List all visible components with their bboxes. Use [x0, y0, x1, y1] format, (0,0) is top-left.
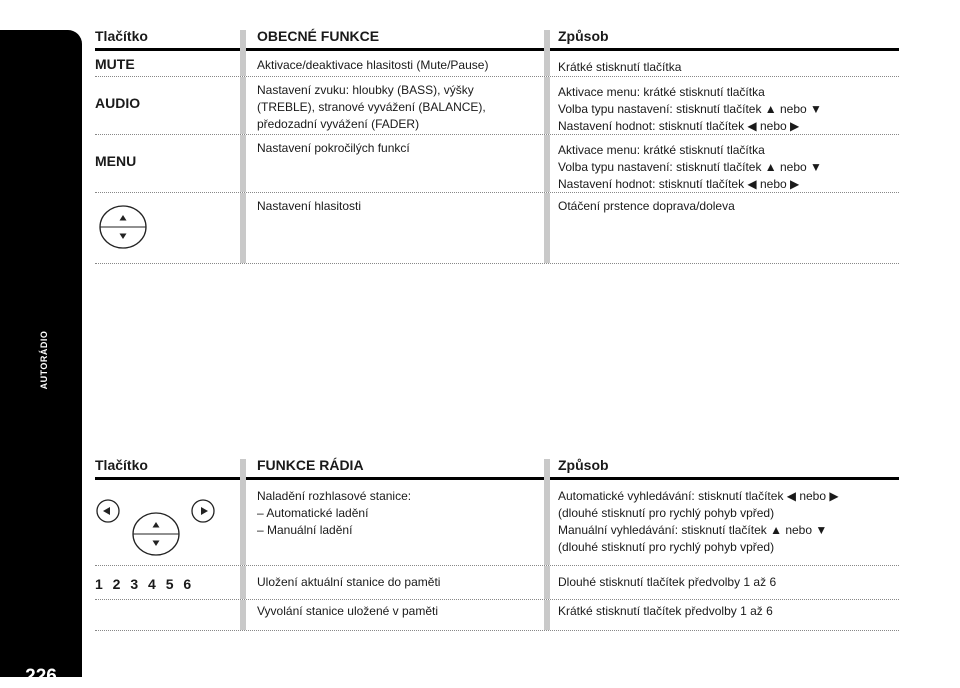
column-divider: [240, 51, 246, 76]
method-text: Krátké stisknutí tlačítek předvolby 1 až 6: [558, 604, 773, 618]
column-divider: [240, 135, 246, 192]
column-header-function: FUNKCE RÁDIA: [257, 457, 364, 473]
column-divider: [240, 459, 246, 480]
audio-button-label: AUDIO: [95, 95, 141, 111]
column-divider: [544, 77, 550, 134]
page-number: 226: [25, 666, 57, 687]
column-divider: [544, 459, 550, 480]
column-divider: [544, 600, 550, 630]
preset-buttons-label: 1 2 3 4 5 6: [95, 576, 195, 592]
column-divider: [240, 193, 246, 263]
column-divider: [240, 566, 246, 599]
menu-button-label: MENU: [95, 153, 137, 169]
column-divider: [240, 600, 246, 630]
column-divider: [544, 30, 550, 51]
function-text: Vyvolání stanice uložené v paměti: [257, 604, 438, 618]
radio-functions-table: [95, 457, 899, 631]
function-text: Nastavení hlasitosti: [257, 199, 362, 213]
volume-knob-icon: [98, 204, 148, 250]
table-row: [95, 480, 899, 566]
table-header: [95, 457, 899, 480]
method-text: Aktivace menu: krátké stisknutí tlačítka Volba typu nastavení: stisknutí tlačítek ▲ nebo ▼ Nastavení hodnot: stisknutí tlačítek ◀ nebo ▶: [558, 143, 822, 191]
function-text: Uložení aktuální stanice do paměti: [257, 575, 441, 589]
table-row: [95, 77, 899, 135]
column-header-button: Tlačítko: [95, 457, 148, 473]
column-divider: [240, 77, 246, 134]
column-divider: [240, 480, 246, 565]
tuning-buttons-icon: [95, 497, 219, 557]
method-text: Automatické vyhledávání: stisknutí tlačítek ◀ nebo ▶ (dlouhé stisknutí pro rychlý pohyb vpřed) Manuální vyhledávání: stisknutí tlačítek ▲ nebo ▼ (dlouhé stisknutí pro rychlý pohyb vpřed): [558, 489, 839, 554]
column-divider: [544, 135, 550, 192]
table-row: [95, 566, 899, 600]
column-header-method: Způsob: [558, 28, 609, 44]
table-header: [95, 28, 899, 51]
column-divider: [544, 51, 550, 76]
function-text: Naladění rozhlasové stanice: – Automatické ladění – Manuální ladění: [257, 489, 412, 537]
function-text: Nastavení zvuku: hloubky (BASS), výšky (TREBLE), stranové vyvážení (BALANCE), předozadní vyvážení (FADER): [257, 83, 486, 131]
column-header-function: OBECNÉ FUNKCE: [257, 28, 380, 44]
column-header-button: Tlačítko: [95, 28, 148, 44]
column-divider: [544, 480, 550, 565]
method-text: Aktivace menu: krátké stisknutí tlačítka Volba typu nastavení: stisknutí tlačítek ▲ nebo ▼ Nastavení hodnot: stisknutí tlačítek ◀ nebo ▶: [558, 85, 822, 133]
method-text: Otáčení prstence doprava/doleva: [558, 199, 735, 213]
general-functions-table: [95, 28, 899, 264]
table-row: [95, 193, 899, 264]
column-divider: [544, 193, 550, 263]
section-label: AUTORÁDIO: [39, 330, 49, 390]
sidebar: [0, 30, 82, 687]
function-text: Nastavení pokročilých funkcí: [257, 141, 410, 155]
column-header-method: Způsob: [558, 457, 609, 473]
function-text: Aktivace/deaktivace hlasitosti (Mute/Pause): [257, 58, 489, 72]
method-text: Krátké stisknutí tlačítka: [558, 60, 682, 74]
table-row: [95, 600, 899, 631]
mute-button-label: MUTE: [95, 56, 135, 72]
table-row: [95, 135, 899, 193]
method-text: Dlouhé stisknutí tlačítek předvolby 1 až 6: [558, 575, 777, 589]
table-row: [95, 51, 899, 77]
column-divider: [544, 566, 550, 599]
column-divider: [240, 30, 246, 51]
